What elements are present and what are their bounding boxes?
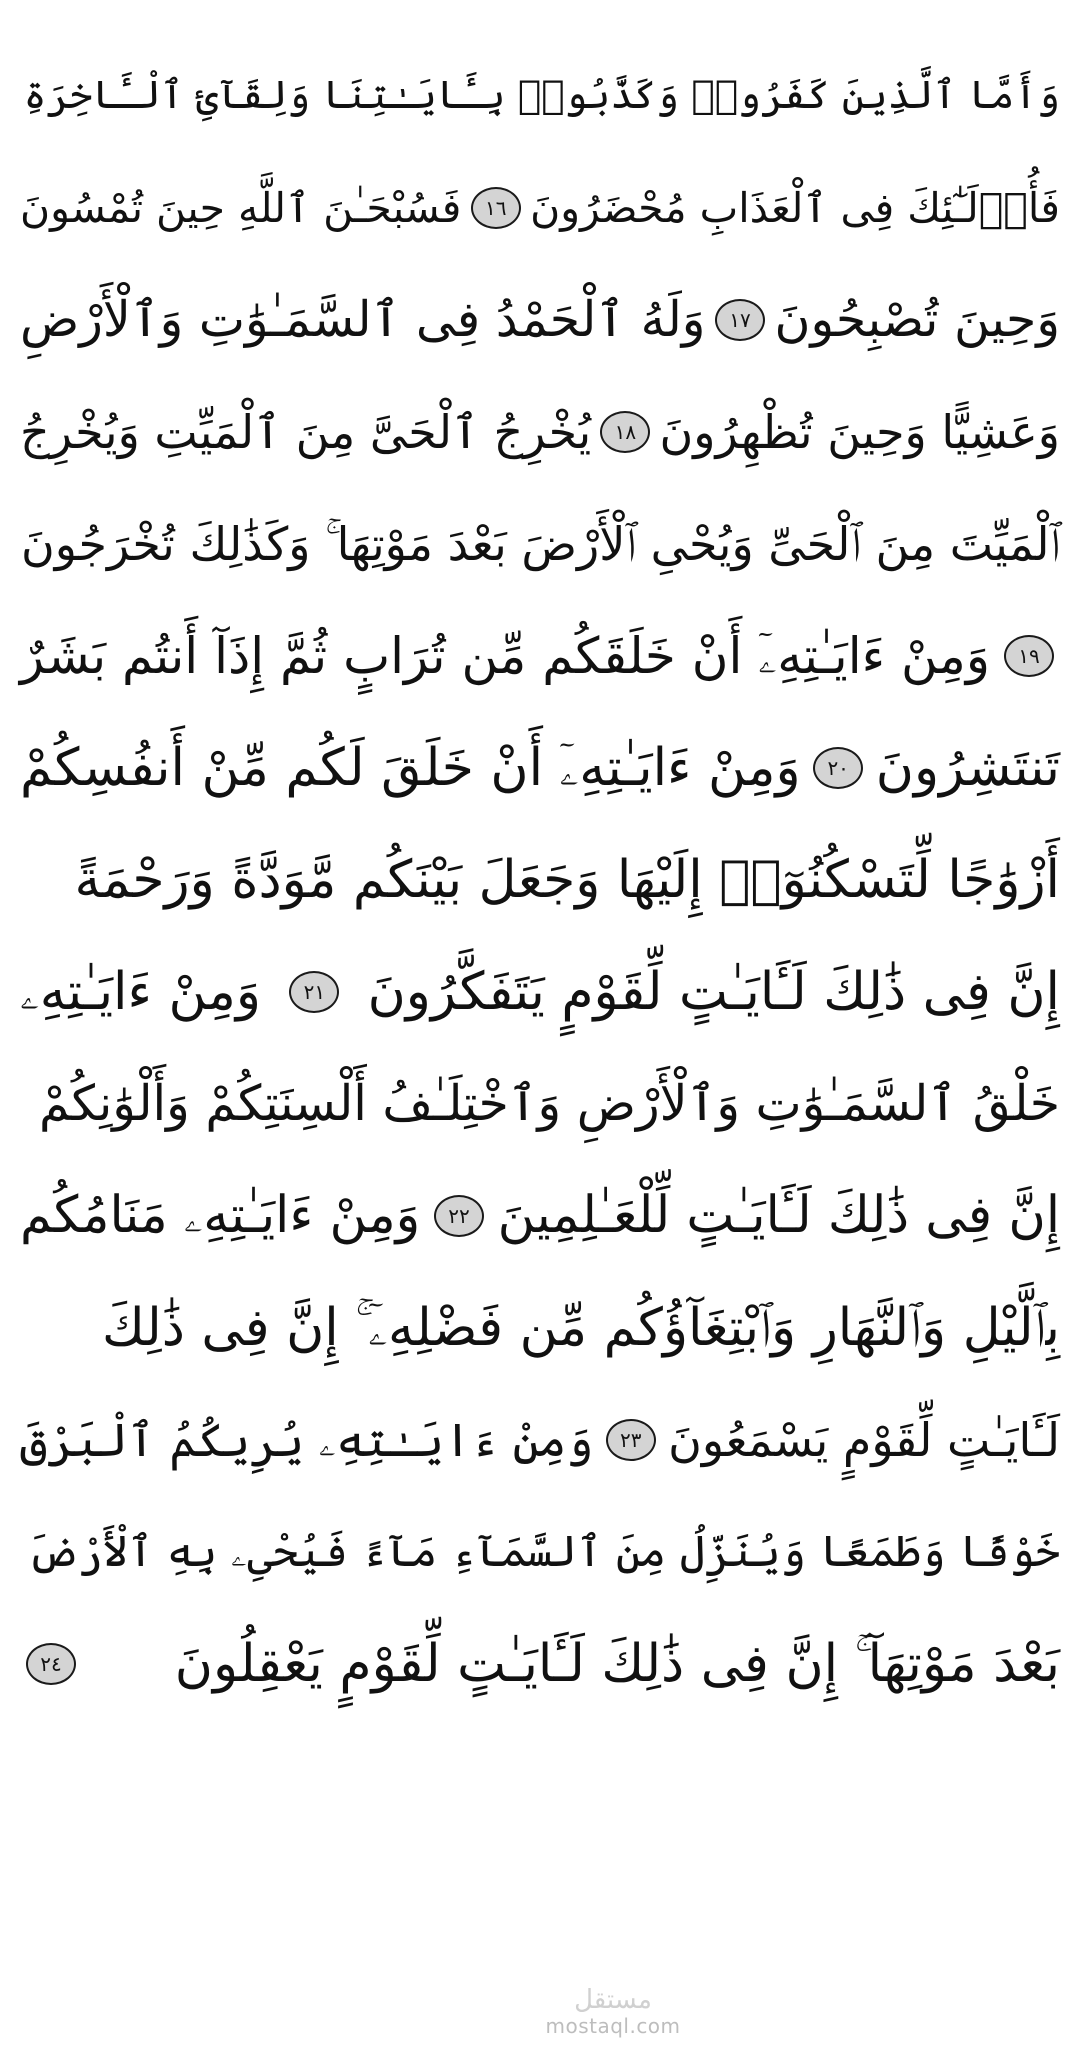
verse-line-13 [20,1382,1060,1498]
verse-text: وَمِنْ ءَايَـٰتِهِۦ [20,962,262,1022]
ayah-number-marker: ١٩ [1004,635,1054,677]
verse-line-3 [20,262,1060,378]
verse-text: أَزْوَٰجًا لِّتَسْكُنُوٓا۟ إِلَيْهَا وَجَعَلَ بَيْنَكُم مَّوَدَّةً وَرَحْمَةً [74,850,1060,910]
ayah-number-marker: ١٨ [600,411,650,453]
verse-line-1 [20,38,1060,154]
verse-line-5 [20,486,1060,602]
verse-line-6 [20,598,1060,714]
verse-line-9 [20,934,1060,1050]
verse-line-14 [20,1494,1060,1610]
ayah-number-marker: ١٦ [471,187,521,229]
verse-text: وَحِينَ تُصْبِحُونَ [774,291,1060,348]
verse-text: بِٱلَّيْلِ وَٱلنَّهَارِ وَٱبْتِغَآؤُكُم مِّن فَضْلِهِۦٓ ۚ إِنَّ فِى ذَٰلِكَ [102,1298,1060,1358]
ayah-number-marker: ٢٤ [26,1643,76,1685]
verse-text: فَسُبْحَـٰنَ ٱللَّهِ حِينَ تُمْسُونَ [20,184,462,232]
ayah-number-marker: ٢٣ [606,1419,656,1461]
verse-text: بَعْدَ مَوْتِهَآ ۚ إِنَّ فِى ذَٰلِكَ لَـَٔايَـٰتٍ لِّقَوْمٍ يَعْقِلُونَ [174,1634,1060,1694]
verse-text: إِنَّ فِى ذَٰلِكَ لَـَٔايَـٰتٍ لِّقَوْمٍ يَتَفَكَّرُونَ [367,962,1060,1022]
verse-line-15 [20,1606,1060,1722]
verse-text: خَلْقُ ٱلسَّمَـٰوَٰتِ وَٱلْأَرْضِ وَٱخْتِلَـٰفُ أَلْسِنَتِكُمْ وَأَلْوَٰنِكُمْ [38,1075,1060,1132]
verse-text: تَنتَشِرُونَ [875,738,1060,798]
verse-text: وَمِنْ ءَايَـٰتِهِۦٓ أَنْ خَلَقَكُم مِّن تُرَابٍ ثُمَّ إِذَآ أَنتُم بَشَرٌ [20,627,990,685]
verse-text: وَمِنْ ءَايَـٰتِهِۦ يُرِيكُمُ ٱلْبَرْقَ [20,1413,594,1467]
ayah-number-marker: ٢٠ [813,747,863,789]
verse-text: خَوْفًا وَطَمَعًا وَيُنَزِّلُ مِنَ ٱلسَّمَآءِ مَآءً فَيُحْىِۦ بِهِ ٱلْأَرْضَ [27,1527,1060,1577]
verse-line-11 [20,1158,1060,1274]
verse-text: وَلَهُ ٱلْحَمْدُ فِى ٱلسَّمَـٰوَٰتِ وَٱلْأَرْضِ [20,291,706,348]
verse-text: وَمِنْ ءَايَـٰتِهِۦ مَنَامُكُم [20,1186,421,1245]
verse-line-12 [20,1270,1060,1386]
ayah-number-marker: ١٧ [715,299,765,341]
ayah-number-marker: ٢٢ [434,1195,484,1237]
watermark-url: mostaql.com [545,2014,681,2038]
verse-text: وَعَشِيًّا وَحِينَ تُظْهِرُونَ [659,405,1060,459]
verse-text: وَمِنْ ءَايَـٰتِهِۦٓ أَنْ خَلَقَ لَكُم مِّنْ أَنفُسِكُمْ [20,738,801,798]
verse-text: ٱلْمَيِّتَ مِنَ ٱلْحَىِّ وَيُحْىِ ٱلْأَرْضَ بَعْدَ مَوْتِهَا ۚ وَكَذَٰلِكَ تُخْرَجُونَ [20,517,1060,571]
verse-text: يُخْرِجُ ٱلْحَىَّ مِنَ ٱلْمَيِّتِ وَيُخْرِجُ [20,405,592,459]
verse-line-2 [20,150,1060,266]
verse-text: فَأُو۟لَـٰٓئِكَ فِى ٱلْعَذَابِ مُحْضَرُونَ [530,184,1060,232]
verse-line-7 [20,710,1060,826]
verse-text: وَأَمَّا ٱلَّذِينَ كَفَرُوا۟ وَكَذَّبُوا۟ بِـَٔايَـٰتِنَا وَلِقَآئِ ٱلْـَٔاخِرَةِ [23,73,1060,118]
verse-line-4 [20,374,1060,490]
verse-line-10 [20,1046,1060,1162]
verse-text: إِنَّ فِى ذَٰلِكَ لَـَٔايَـٰتٍ لِّلْعَـٰلِمِينَ [497,1186,1060,1245]
ayah-number-marker: ٢١ [289,971,339,1013]
verse-line-8 [20,822,1060,938]
verse-text: لَـَٔايَـٰتٍ لِّقَوْمٍ يَسْمَعُونَ [668,1413,1060,1467]
watermark-logo: مستقل [574,1985,652,2015]
